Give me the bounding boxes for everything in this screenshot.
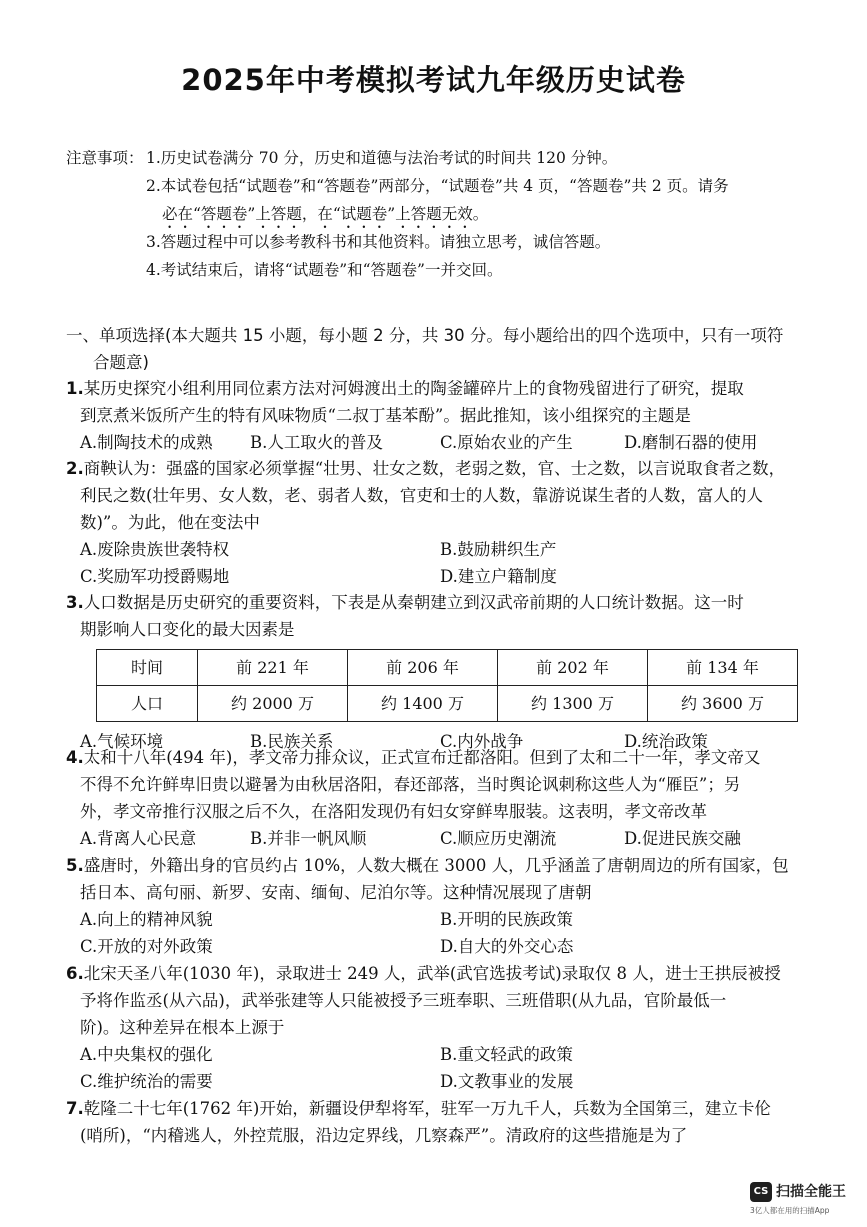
question-number: 4. (66, 748, 84, 767)
option-b[interactable]: B.并非一帆风顺 (250, 829, 367, 848)
question-2: 2.商鞅认为：强盛的国家必须掌握“壮男、壮女之数，老弱之数，官、士之数，以言说取食者之数， 利民之数(壮年男、女人数，老、弱者人数，官吏和士的人数，靠游说谋生者的人数，富人的人 数)”。为此，他在变法中 A.废除贵族世袭特权 B.鼓励耕织生产 C.奖励军功授爵赐地 D.建立户籍制度 (66, 455, 826, 590)
table-row (97, 686, 798, 722)
table-cell: 前 206 年 (348, 650, 498, 686)
answer-options (66, 536, 826, 590)
option-a[interactable]: A.制陶技术的成熟 (80, 433, 213, 452)
question-1: 1.某历史探究小组利用同位素方法对河姆渡出土的陶釜罐碎片上的食物残留进行了研究，提取 到烹煮米饭所产生的特有风味物质“二叔丁基苯酚”。据此推知，该小组探究的主题是 A.制陶技术的成熟 B.人工取火的普及 C.原始农业的产生 D.磨制石器的使用 (66, 375, 826, 456)
answer-options (66, 429, 826, 456)
exam-title: 2025年中考模拟考试九年级历史试卷 (181, 63, 686, 97)
table-cell: 时间 (97, 650, 198, 686)
option-a[interactable]: A.气候环境 (80, 732, 164, 751)
notes-item-2-line-2: 必在“答题卷”上答题，在“试题卷”上答题无效。 (162, 205, 489, 223)
question-number: 5. (66, 856, 84, 875)
option-a[interactable]: A.背离人心民意 (80, 829, 197, 848)
option-d[interactable]: D.建立户籍制度 (440, 567, 557, 586)
question-5: 5.盛唐时，外籍出身的官员约占 10%，人数大概在 3000 人，几乎涵盖了唐朝周边的所有国家，包 括日本、高句丽、新罗、安南、缅甸、尼泊尔等。这种情况展现了唐朝 A.向上的精神风貌 B.开明的民族政策 C.开放的对外政策 D.自大的外交心态 (66, 852, 826, 960)
notes-item-3: 3.答题过程中可以参考教科书和其他资料。请独立思考，诚信答题。 (146, 233, 611, 251)
notes-item-4: 4.考试结束后，请将“试题卷”和“答题卷”一并交回。 (146, 261, 503, 279)
option-a[interactable]: A.废除贵族世袭特权 (80, 540, 230, 559)
answer-options (66, 1041, 826, 1095)
watermark-name: 扫描全能王 (776, 1184, 846, 1200)
camscanner-logo-icon: CS (750, 1182, 772, 1202)
table-cell: 前 202 年 (498, 650, 648, 686)
population-table (96, 649, 798, 722)
table-cell: 约 3600 万 (648, 686, 798, 722)
option-b[interactable]: B.民族关系 (250, 732, 334, 751)
question-3: 3.人口数据是历史研究的重要资料，下表是从秦朝建立到汉武帝前期的人口统计数据。这一时 期影响人口变化的最大因素是 时间 前 221 年 前 206 年 前 202 年 前 134 年 人口 约 2000 万 约 1400 万 约 1300 万 约 3600 万 A.气候环境 B.民族关系 C.内外战争 D.统治政策 (66, 589, 826, 755)
table-cell: 前 134 年 (648, 650, 798, 686)
notes-item-2-line-1: 2.本试卷包括“试题卷”和“答题卷”两部分，“试题卷”共 4 页，“答题卷”共 2 页。请务 (146, 177, 729, 195)
option-a[interactable]: A.中央集权的强化 (80, 1045, 213, 1064)
option-c[interactable]: C.维护统治的需要 (80, 1072, 213, 1091)
option-d[interactable]: D.文教事业的发展 (440, 1072, 574, 1091)
exam-notes (66, 144, 826, 284)
question-6: 6.北宋天圣八年(1030 年)，录取进士 249 人，武举(武官选拔考试)录取仅 8 人，进士王拱辰被授 予将作监丞(从六品)，武举张建等人只能被授予三班奉职、三班借职(从九品，官阶最低一 阶)。这种差异在根本上源于 A.中央集权的强化 B.重文轻武的政策 C.维护统治的需要 D.文教事业的发展 (66, 960, 826, 1095)
option-c[interactable]: C.原始农业的产生 (440, 433, 573, 452)
table-cell: 约 1400 万 (348, 686, 498, 722)
notes-item-1: 注意事项： 1.历史试卷满分 70 分，历史和道德与法治考试的时间共 120 分钟。 (66, 144, 826, 172)
scanner-watermark (748, 1178, 860, 1218)
table-cell: 约 2000 万 (198, 686, 348, 722)
answer-options (66, 906, 826, 960)
option-c[interactable]: C.内外战争 (440, 732, 524, 751)
option-b[interactable]: B.鼓励耕织生产 (440, 540, 557, 559)
option-d[interactable]: D.磨制石器的使用 (624, 433, 758, 452)
option-d[interactable]: D.自大的外交心态 (440, 937, 574, 956)
question-number: 2. (66, 459, 84, 478)
question-number: 7. (66, 1099, 84, 1118)
question-number: 6. (66, 964, 84, 983)
option-d[interactable]: D.统治政策 (624, 732, 708, 751)
notes-heading: 注意事项： (66, 149, 144, 167)
option-c[interactable]: C.顺应历史潮流 (440, 829, 557, 848)
question-number: 3. (66, 593, 84, 612)
option-b[interactable]: B.开明的民族政策 (440, 910, 573, 929)
table-cell: 人口 (97, 686, 198, 722)
option-d[interactable]: D.促进民族交融 (624, 829, 741, 848)
answer-options (66, 825, 826, 852)
option-b[interactable]: B.人工取火的普及 (250, 433, 383, 452)
table-cell: 约 1300 万 (498, 686, 648, 722)
option-c[interactable]: C.奖励军功授爵赐地 (80, 567, 230, 586)
section-heading: 一、单项选择(本大题共 15 小题，每小题 2 分，共 30 分。每小题给出的四个选项中，只有一项符 合题意) (66, 326, 784, 372)
question-7: 7.乾隆二十七年(1762 年)开始，新疆设伊犁将军，驻军一万九千人，兵数为全国第三，建立卡伦 (哨所)，“内稽逃人，外控荒服，沿边定界线，几察森严”。清政府的这些措施是为了 (66, 1099, 771, 1145)
table-cell: 前 221 年 (198, 650, 348, 686)
question-number: 1. (66, 379, 84, 398)
watermark-tagline: 3亿人都在用的扫描App (750, 1206, 830, 1215)
option-b[interactable]: B.重文轻武的政策 (440, 1045, 573, 1064)
option-a[interactable]: A.向上的精神风貌 (80, 910, 213, 929)
question-4: 4.太和十八年(494 年)，孝文帝力排众议，正式宣布迁都洛阳。但到了太和二十一年，孝文帝又 不得不允许鲜卑旧贵以避暑为由秋居洛阳，春还部落，当时舆论讽刺称这些人为“雁臣”；另 外，孝文帝推行汉服之后不久，在洛阳发现仍有妇女穿鲜卑服装。这表明，孝文帝改革 A.背离人心民意 B.并非一帆风顺 C.顺应历史潮流 D.促进民族交融 (66, 744, 826, 852)
table-row (97, 650, 798, 686)
option-c[interactable]: C.开放的对外政策 (80, 937, 213, 956)
